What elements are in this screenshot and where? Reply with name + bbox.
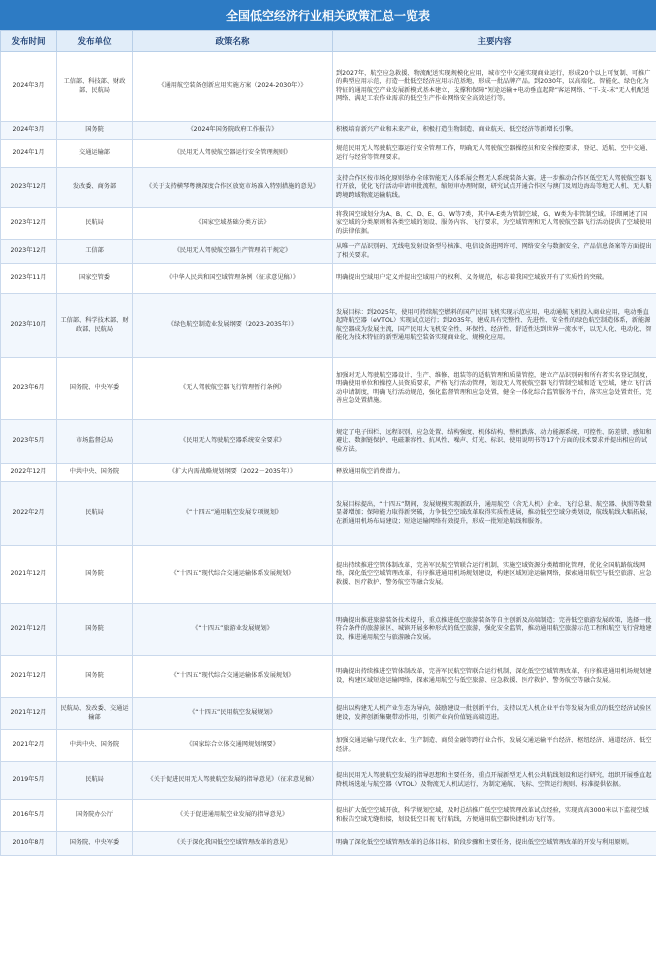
cell-date: 2019年5月 bbox=[1, 762, 57, 800]
cell-dept: 民航局 bbox=[57, 762, 133, 800]
page-title: 全国低空经济行业相关政策汇总一览表 bbox=[0, 0, 656, 30]
cell-date: 2021年12月 bbox=[1, 546, 57, 604]
table-row bbox=[1, 420, 656, 464]
cell-content: 发展目标：到2025年，使用可持续航空燃料的国产民用飞机实现示范应用，电动通航飞机投入商业应用，电动垂直起降航空器（eVTOL）实现试点运行；到2035年，建成具有完整性、先进性、安全性的绿色航空制造体系，新能源航空器成为发展主流，国产民用大飞机安全性、环保性、经济性、舒适性达到世界一流水平，以无人化、电动化、智能化为技术特征的新型通用航空装备实现商业化、规模化应用。 bbox=[333, 294, 656, 358]
table-row bbox=[1, 546, 656, 604]
cell-dept: 国务院办公厅 bbox=[57, 800, 133, 832]
cell-date: 2022年12月 bbox=[1, 464, 57, 482]
table-row bbox=[1, 52, 656, 122]
cell-content: 积极培育新兴产业和未来产业，积极打造生物制造、商业航天、低空经济等新增长引擎。 bbox=[333, 122, 656, 140]
cell-content: 规定了电子围栏、远程识别、应急处置、结构强度、机体结构、整机跌落、动力能源系统、可控性、防差错、感知和避让、数据链保护、电磁兼容性、抗风性、噪声、灯光、标识、使用说明书等17个方面的技术要求并提出相应的试验方法。 bbox=[333, 420, 656, 464]
cell-content: 明确了深化低空空域管理改革的总体目标、阶段步骤和主要任务，提出低空空域管理改革的开发与利用原则。 bbox=[333, 832, 656, 856]
cell-content: 将我国空域划分为A、B、C、D、E、G、W等7类，其中A-E类为管制空域，G、W类为非管制空域。详细阐述了国家空域的分类原则和各类空域的划设、服务内容、飞行要求，为空域管理和无人驾驶航空器飞行活动提供了空域使用的法律依据。 bbox=[333, 208, 656, 240]
cell-dept: 国务院 bbox=[57, 656, 133, 698]
table-row bbox=[1, 208, 656, 240]
cell-date: 2021年2月 bbox=[1, 730, 57, 762]
cell-date: 2023年11月 bbox=[1, 264, 57, 294]
cell-dept: 国务院、中央军委 bbox=[57, 832, 133, 856]
cell-date: 2023年12月 bbox=[1, 208, 57, 240]
cell-content: 提出以构建无人机产业生态为导向，鼓励建设一批创新平台，支持以无人机企业平台等发展为重点的低空经济试验区建设，发挥创新集聚带动作用，引领产业向价值链高端迈进。 bbox=[333, 698, 656, 730]
cell-date: 2023年12月 bbox=[1, 240, 57, 264]
header-content: 主要内容 bbox=[333, 31, 656, 52]
table-row bbox=[1, 656, 656, 698]
cell-dept: 交通运输部 bbox=[57, 140, 133, 168]
cell-content: 支持合作区按市场化原则举办全球智能无人体系展会暨无人系统装备大赛。进一步推动合作区低空无人驾驶航空器飞行开放，优化飞行活动申请审批流程，缩短审办理时限，研究试点开通合作区与澳门及周边海岛等地无人机、无人船跨境跨域物流运输航线。 bbox=[333, 168, 656, 208]
cell-content: 发展目标提出，“十四五”期间，发展规模实现新跃升，通用航空（含无人机）企业、飞行总量、航空器、执照等数量显著增加；保障能力取得新突破，力争低空空域改革取得实质性进展，推动低空空域分类划设，航线航线大幅拓展，在新通用机场布局建设；短途运输网络有效提升，形成一批短途航线和服务。 bbox=[333, 482, 656, 546]
cell-date: 2023年10月 bbox=[1, 294, 57, 358]
cell-date: 2024年3月 bbox=[1, 122, 57, 140]
cell-date: 2023年5月 bbox=[1, 420, 57, 464]
table-row bbox=[1, 122, 656, 140]
cell-dept: 中共中央、国务院 bbox=[57, 464, 133, 482]
cell-policy-name: 《“十四五”通用航空发展专项规划》 bbox=[133, 482, 333, 546]
cell-date: 2024年3月 bbox=[1, 52, 57, 122]
cell-policy-name: 《民用无人驾驶航空器生产管理若干规定》 bbox=[133, 240, 333, 264]
cell-policy-name: 《通用航空装备创新应用实施方案（2024-2030年）》 bbox=[133, 52, 333, 122]
cell-content: 加强对无人驾驶航空器设计、生产、维修、组装等的适航管理和质量管控，建立产品识别码和所有者实名登记制度，明确使用单位和操控人员资质要求，严格飞行活动管理，划设无人驾驶航空器飞行管制空域和适飞空域，建立飞行活动申请制度，明确飞行活动规范，强化监督管理和应急处置，健全一体化综合监管服务平台，落实应急处置责任，完善应急处置措施。 bbox=[333, 358, 656, 420]
cell-content: 提出民用无人驾驶航空发展的指导思想和主要任务，重点开展新型无人机公共航线划设和运行研究，组织开展垂直起降机场选址与航空器（VTOL）及物流无人机试运行，为制定通航、飞标、空管运行规则、标准提供依据。 bbox=[333, 762, 656, 800]
cell-policy-name: 《关于促进通用航空业发展的指导意见》 bbox=[133, 800, 333, 832]
cell-dept: 发改委、商务部 bbox=[57, 168, 133, 208]
cell-content: 规范民用无人驾驶航空器运行安全管理工作，明确无人驾驶航空器操控员和安全操控要求，登记、适航、空中交通、运行与经营等管理要求。 bbox=[333, 140, 656, 168]
cell-date: 2022年2月 bbox=[1, 482, 57, 546]
header-dept: 发布单位 bbox=[57, 31, 133, 52]
cell-policy-name: 《扩大内需战略规划纲要（2022－2035年）》 bbox=[133, 464, 333, 482]
cell-content: 从唯一产品识别码、无线电发射设备型号核准、电信设备进网许可、网络安全与数据安全、产品信息备案等方面提出了相关要求。 bbox=[333, 240, 656, 264]
table-row bbox=[1, 140, 656, 168]
cell-content: 加强交通运输与现代农业、生产制造、商贸金融等跨行业合作，发展交通运输平台经济、枢纽经济、通道经济、低空经济。 bbox=[333, 730, 656, 762]
cell-content: 明确提出推进旅游装备技术提升，重点推进低空旅游装备等自主创新及高端制造；完善低空旅游发展政策，选择一批符合条件的旅游景区、城镇开展多种形式的低空旅游，强化安全监管，推动通用航空旅游示范工程和航空飞行营地建设，推进通用航空与旅游融合发展。 bbox=[333, 604, 656, 656]
table-row bbox=[1, 264, 656, 294]
cell-policy-name: 《无人驾驶航空器飞行管理暂行条例》 bbox=[133, 358, 333, 420]
cell-content: 明确提出持续推进空管体制改革，完善军民航空管联合运行机制，深化低空空域管理改革，有序推进通用机场规划建设，构建区域短途运输网络，探索通用航空与低空旅游、应急救援、医疗救护、警务航空等融合发展。 bbox=[333, 656, 656, 698]
cell-content: 释放通用航空消费潜力。 bbox=[333, 464, 656, 482]
cell-dept: 国务院 bbox=[57, 122, 133, 140]
cell-policy-name: 《国家空域基础分类方法》 bbox=[133, 208, 333, 240]
cell-dept: 民航局 bbox=[57, 482, 133, 546]
cell-policy-name: 《“十四五”旅游业发展规划》 bbox=[133, 604, 333, 656]
policy-table bbox=[0, 30, 656, 856]
header-name: 政策名称 bbox=[133, 31, 333, 52]
table-row bbox=[1, 168, 656, 208]
cell-dept: 中共中央、国务院 bbox=[57, 730, 133, 762]
cell-date: 2023年6月 bbox=[1, 358, 57, 420]
cell-policy-name: 《“十四五”现代综合交通运输体系发展规划》 bbox=[133, 546, 333, 604]
table-row bbox=[1, 240, 656, 264]
cell-date: 2021年12月 bbox=[1, 698, 57, 730]
cell-dept: 国务院 bbox=[57, 604, 133, 656]
cell-date: 2010年8月 bbox=[1, 832, 57, 856]
cell-dept: 国务院 bbox=[57, 546, 133, 604]
cell-dept: 民航局、发改委、交通运输部 bbox=[57, 698, 133, 730]
cell-dept: 国家空管委 bbox=[57, 264, 133, 294]
cell-policy-name: 《绿色航空制造业发展纲要（2023-2035年）》 bbox=[133, 294, 333, 358]
cell-dept: 市场监督总局 bbox=[57, 420, 133, 464]
table-row bbox=[1, 730, 656, 762]
table-row bbox=[1, 604, 656, 656]
table-row bbox=[1, 358, 656, 420]
cell-dept: 工信部、科技部、财政部、民航局 bbox=[57, 52, 133, 122]
cell-dept: 工信部 bbox=[57, 240, 133, 264]
cell-dept: 工信部、科学技术部、财政部、民航局 bbox=[57, 294, 133, 358]
cell-date: 2016年5月 bbox=[1, 800, 57, 832]
cell-policy-name: 《“十四五”现代综合交通运输体系发展规划》 bbox=[133, 656, 333, 698]
table-row bbox=[1, 832, 656, 856]
cell-date: 2024年1月 bbox=[1, 140, 57, 168]
cell-content: 到2027年，航空应急救援、物流配送实现规模化应用，城市空中交通实现商业运行，形成20个以上可复制、可推广的典型应用示范，打造一批低空经济应用示范基地，形成一批品牌产品。到2030年，以高端化、智能化、绿色化为特征的通用航空产业发展新模式基本建立，支撑和保障“短途运输+电动垂直起降”客运网络、“干-支-末”无人机配送网络、满足工农作业需求的低空生产作业网络安全高效运行等。 bbox=[333, 52, 656, 122]
cell-content: 明确提出空域用户定义并提出空域用户的权利、义务规范，标志着我国空域放开有了实质性的突破。 bbox=[333, 264, 656, 294]
cell-policy-name: 《关于深化我国低空空域管理改革的意见》 bbox=[133, 832, 333, 856]
cell-content: 提出持续推进空管体制改革，完善军民航空管联合运行机制，实施空域资源分类精细化管理，优化全国航路航线网络，深化低空空域管理改革，有序推进通用机场规划建设，构建区域短途运输网络，探索通用航空与低空旅游、应急救援、医疗救护、警务航空等融合发展。 bbox=[333, 546, 656, 604]
table-row bbox=[1, 294, 656, 358]
table-row bbox=[1, 698, 656, 730]
table-row bbox=[1, 762, 656, 800]
cell-date: 2023年12月 bbox=[1, 168, 57, 208]
table-row bbox=[1, 482, 656, 546]
table-body bbox=[1, 52, 656, 856]
cell-policy-name: 《国家综合立体交通网规划纲要》 bbox=[133, 730, 333, 762]
table-row bbox=[1, 464, 656, 482]
cell-content: 提出扩大低空空域开放，科学规划空域，及时总结推广低空空域管理改革试点经验，实现真高3000米以下监视空域和报告空域无缝衔接，划设低空目视飞行航线，方便通用航空器快捷机动飞行等。 bbox=[333, 800, 656, 832]
cell-dept: 民航局 bbox=[57, 208, 133, 240]
table-row bbox=[1, 800, 656, 832]
cell-policy-name: 《民用无人驾驶航空器运行安全管理规则》 bbox=[133, 140, 333, 168]
cell-policy-name: 《2024年国务院政府工作报告》 bbox=[133, 122, 333, 140]
cell-policy-name: 《关于促进民用无人驾驶航空发展的指导意见》（征求意见稿） bbox=[133, 762, 333, 800]
cell-dept: 国务院、中央军委 bbox=[57, 358, 133, 420]
cell-date: 2021年12月 bbox=[1, 656, 57, 698]
cell-policy-name: 《中华人民共和国空域管理条例（征求意见稿）》 bbox=[133, 264, 333, 294]
header-row bbox=[1, 31, 656, 52]
cell-date: 2021年12月 bbox=[1, 604, 57, 656]
cell-policy-name: 《“十四五”民用航空发展规划》 bbox=[133, 698, 333, 730]
header-date: 发布时间 bbox=[1, 31, 57, 52]
cell-policy-name: 《民用无人驾驶航空器系统安全要求》 bbox=[133, 420, 333, 464]
cell-policy-name: 《关于支持横琴粤澳深度合作区放宽市场准入特别措施的意见》 bbox=[133, 168, 333, 208]
